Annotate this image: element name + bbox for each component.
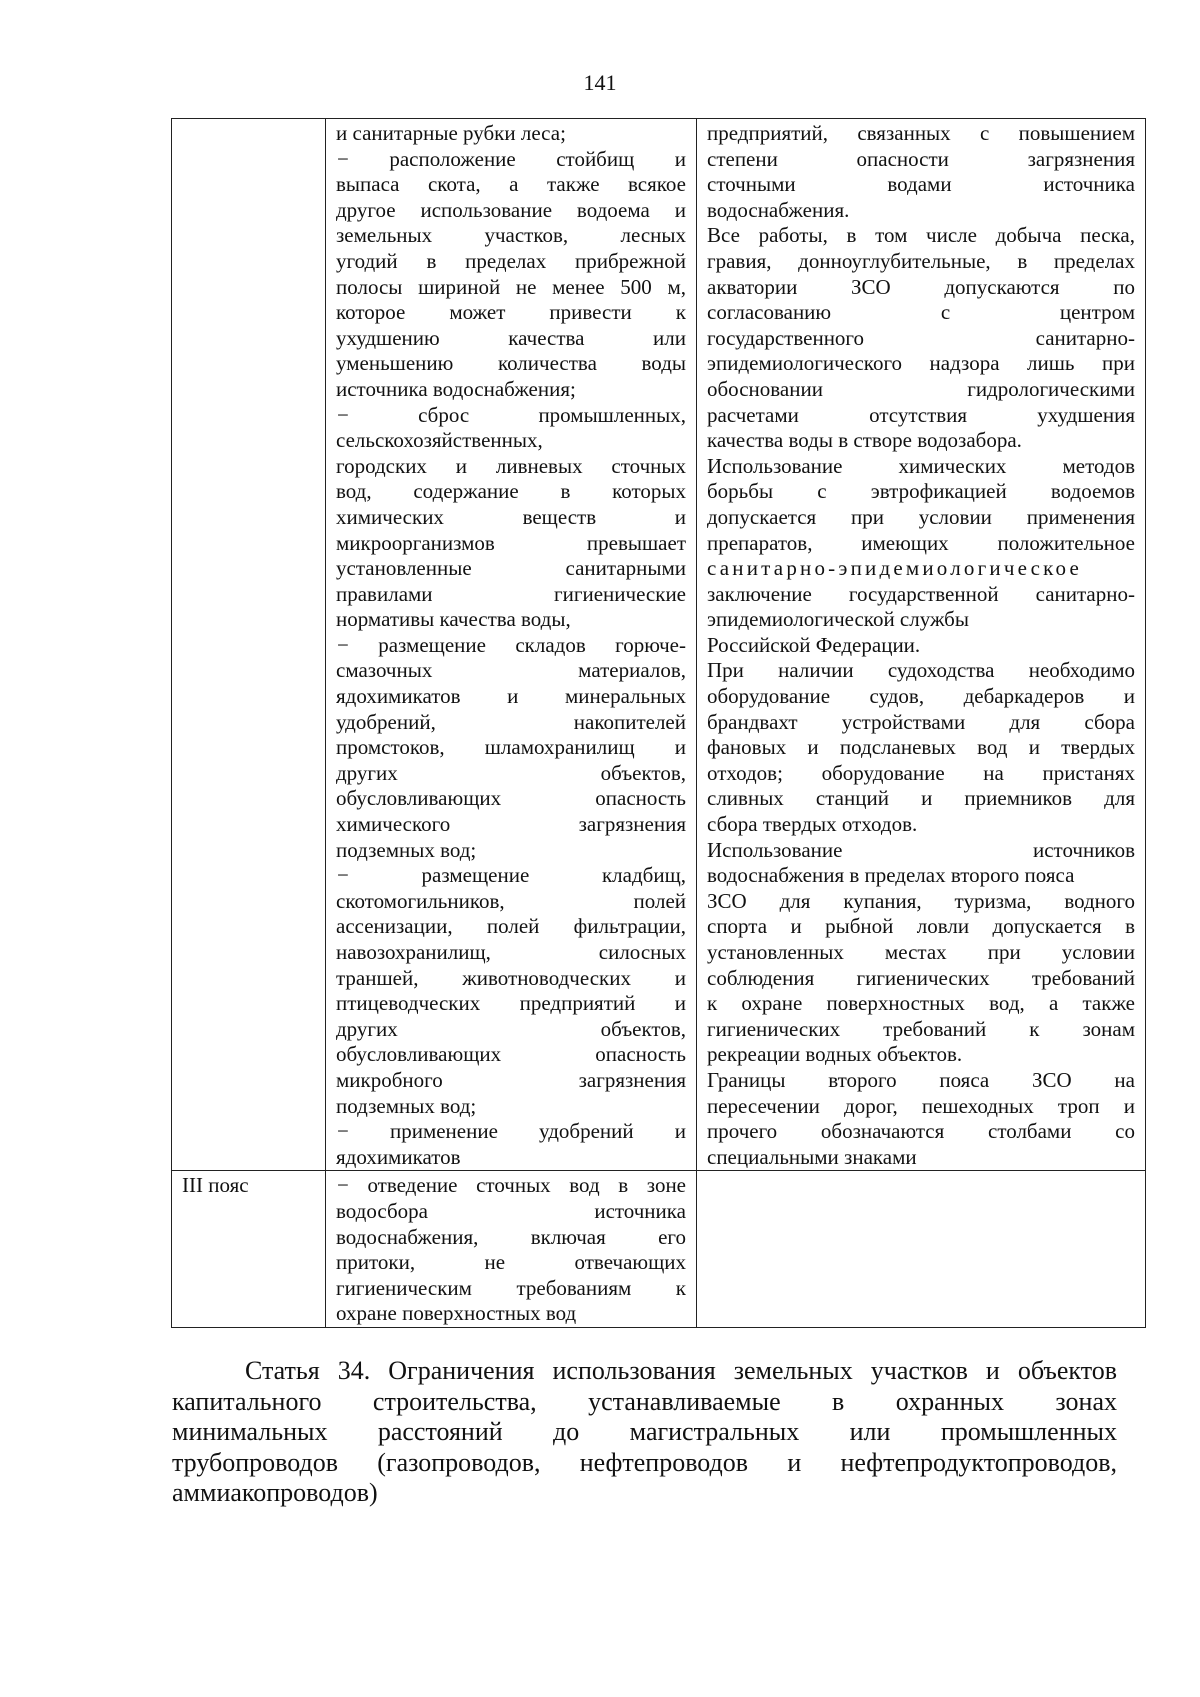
page-number: 141 (583, 70, 617, 95)
text-line: прочего обозначаются столбами со (707, 1119, 1135, 1144)
text-line: − размещение складов горюче- (337, 632, 686, 657)
text-line: качества воды в створе водозабора. (707, 428, 1022, 453)
text-line: сливных станций и приемников для (707, 786, 1135, 811)
text-line: химических веществ и (336, 504, 686, 529)
text-line: к охране поверхностных вод, а также (707, 991, 1135, 1016)
text-line: других объектов, (336, 1016, 686, 1041)
text-line: обусловливающих опасность (336, 1042, 686, 1067)
text-line: ядохимикатов (336, 1144, 461, 1169)
restrictions-cell (326, 119, 697, 1171)
text-line: Границы второго пояса ЗСО на (707, 1067, 1135, 1092)
text-line: водоснабжения. (707, 197, 850, 222)
zone-cell (172, 1171, 326, 1328)
text-line: микробного загрязнения (336, 1067, 686, 1092)
text-line: обосновании гидрологическими (707, 376, 1135, 401)
text-line: акватории ЗСО допускаются по (707, 274, 1135, 299)
text-line: притоки, не отвечающих (336, 1250, 686, 1275)
article-heading (172, 1356, 1117, 1509)
text-line: − отведение сточных вод в зоне (337, 1173, 686, 1198)
text-line: При наличии судоходства необходимо (707, 658, 1135, 683)
text-line: источника водоснабжения; (336, 376, 576, 401)
text-line: степени опасности загрязнения (707, 146, 1135, 171)
text-line: птицеводческих предприятий и (336, 991, 686, 1016)
text-line: спорта и рыбной ловли допускается в (707, 914, 1135, 939)
text-line: − расположение стойбищ и (337, 146, 686, 171)
text-line: Все работы, в том числе добыча песка, (707, 223, 1135, 248)
text-line: допускается при условии применения (707, 504, 1135, 529)
text-line: навозохранилищ, силосных (336, 940, 686, 964)
text-line: сбора твердых отходов. (707, 812, 918, 837)
text-line: оборудование судов, дебаркадеров и (707, 684, 1135, 709)
text-line: другое использование водоема и (336, 197, 686, 222)
text-line: вод, содержание в которых (336, 479, 686, 504)
text-line: подземных вод; (336, 1093, 477, 1118)
text-line: микроорганизмов превышает (336, 530, 686, 555)
text-line: ассенизации, полей фильтрации, (336, 914, 686, 939)
text-line: водосбора источника (336, 1198, 686, 1223)
text-line: сельскохозяйственных, (336, 428, 543, 453)
text-line: удобрений, накопителей (336, 709, 686, 734)
text-line: городских и ливневых сточных (336, 453, 686, 478)
text-line: промстоков, шламохранилищ и (336, 735, 686, 760)
text-line: расчетами отсутствия ухудшения (707, 402, 1135, 427)
text-line: брандвахт устройствами для сбора (707, 709, 1135, 734)
text-line: соблюдения гигиенических требований (707, 965, 1135, 990)
text-line: и санитарные рубки леса; (336, 121, 566, 145)
text-line: гигиеническим требованиям к (336, 1275, 686, 1300)
text-line: траншей, животноводческих и (336, 965, 686, 990)
text-line: Использование химических методов (707, 453, 1135, 478)
text-line: гигиенических требований к зонам (707, 1016, 1135, 1041)
restrictions-cell (326, 1171, 697, 1328)
text-line: ухудшению качества или (336, 325, 686, 350)
text-line: ЗСО для купания, туризма, водного (707, 888, 1135, 913)
text-line: правилами гигиенические (336, 581, 686, 606)
text-line: Российской Федерации. (707, 632, 921, 657)
text-line: аммиакопроводов) (172, 1478, 378, 1507)
text-line: специальными знаками (707, 1144, 917, 1169)
text-line: других объектов, (336, 760, 686, 785)
text-line: заключение государственной санитарно- (707, 581, 1135, 606)
text-line: ядохимикатов и минеральных (336, 684, 686, 709)
text-line: капитального строительства, устанавливаемые в охранных зонах (172, 1386, 1117, 1416)
text-line: полосы шириной не менее 500 м, (336, 274, 686, 299)
text-line: предприятий, связанных с повышением (707, 121, 1135, 145)
text-line: которое может привести к (336, 300, 686, 325)
text-line: установленных местах при условии (707, 940, 1135, 964)
text-line: трубопроводов (газопроводов, нефтепроводов и нефтепродуктопроводов, (172, 1447, 1117, 1477)
text-line: эпидемиологической службы (707, 607, 969, 632)
sanitary-zone-table (171, 118, 1146, 1328)
text-line: минимальных расстояний до магистральных или промышленных (172, 1417, 1117, 1446)
text-line: земельных участков, лесных (336, 223, 686, 248)
text-line: выпаса скота, а также всякое (336, 172, 686, 197)
table-row (172, 119, 1146, 1171)
text-line: водоснабжения, включая его (336, 1224, 686, 1249)
text-line: охране поверхностных вод (336, 1301, 577, 1326)
text-line: эпидемиологического надзора лишь при (707, 351, 1135, 376)
text-line: химического загрязнения (336, 812, 686, 837)
text-line: гравия, донноуглубительные, в пределах (707, 248, 1135, 273)
text-line: водоснабжения в пределах второго пояса (707, 863, 1075, 888)
text-line: рекреации водных объектов. (707, 1042, 963, 1067)
text-line: согласованию с центром (707, 300, 1135, 325)
text-line: отходов; оборудование на пристанях (707, 760, 1135, 785)
text-line: подземных вод; (336, 837, 477, 862)
measures-cell (697, 119, 1146, 1171)
text-line: нормативы качества воды, (336, 607, 571, 632)
table-row (172, 1171, 1146, 1328)
text-line: государственного санитарно- (707, 325, 1135, 350)
text-line: скотомогильников, полей (336, 888, 686, 913)
text-line: − размещение кладбищ, (337, 863, 686, 888)
text-line: установленные санитарными (336, 556, 686, 581)
text-line: препаратов, имеющих положительное (707, 530, 1135, 555)
text-line: Использование источников (707, 837, 1135, 862)
zone-label: III пояс (182, 1173, 249, 1198)
text-line: пересечении дорог, пешеходных троп и (707, 1093, 1135, 1118)
text-line: обусловливающих опасность (336, 786, 686, 811)
text-line: смазочных материалов, (336, 658, 686, 683)
text-line: Статья 34. Ограничения использования земельных участков и объектов (245, 1356, 1117, 1385)
text-line: борьбы с эвтрофикацией водоемов (707, 479, 1135, 504)
text-line: − применение удобрений и (337, 1119, 686, 1144)
text-line: санитарно-эпидемиологическое (707, 556, 1082, 581)
text-line: − сброс промышленных, (337, 402, 686, 427)
text-line: угодий в пределах прибрежной (336, 248, 686, 273)
measures-cell (697, 1171, 1146, 1328)
text-line: сточными водами источника (707, 172, 1135, 197)
text-line: уменьшению количества воды (336, 351, 686, 376)
text-line: фановых и подсланевых вод и твердых (707, 735, 1135, 760)
zone-cell (172, 119, 326, 1171)
